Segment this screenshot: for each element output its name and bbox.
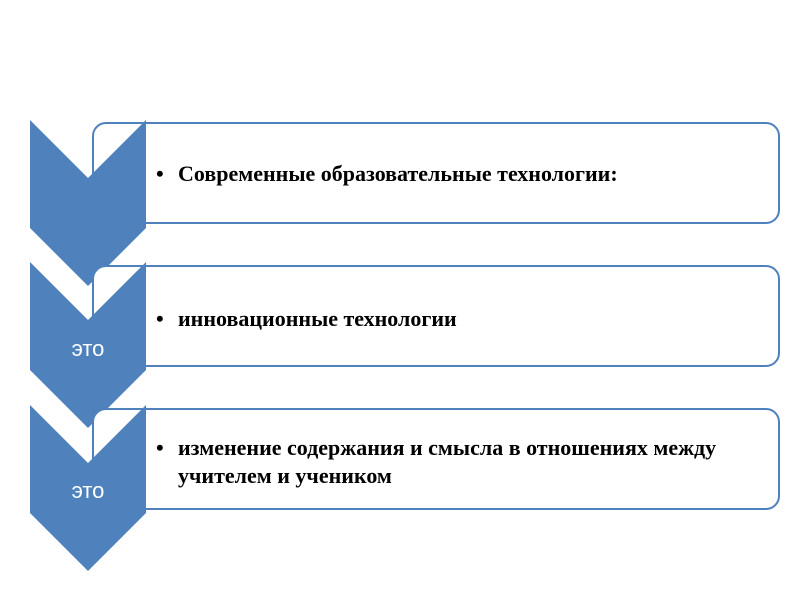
bullet-2: • <box>156 306 164 331</box>
bullet-3: • <box>156 435 164 460</box>
item-text-3 <box>156 434 766 490</box>
item-text-1-content: Современные образовательные технологии: <box>178 161 618 186</box>
item-text-2-content: инновационные технологии <box>178 306 457 331</box>
item-text-1 <box>156 160 766 188</box>
item-text-3-content: изменение содержания и смысла в отношениях между учителем и учеником <box>178 435 717 488</box>
chevron-label-2: это <box>71 336 105 361</box>
chevron-label-3: это <box>71 478 105 503</box>
bullet-1: • <box>156 161 164 186</box>
item-text-2 <box>156 305 766 333</box>
